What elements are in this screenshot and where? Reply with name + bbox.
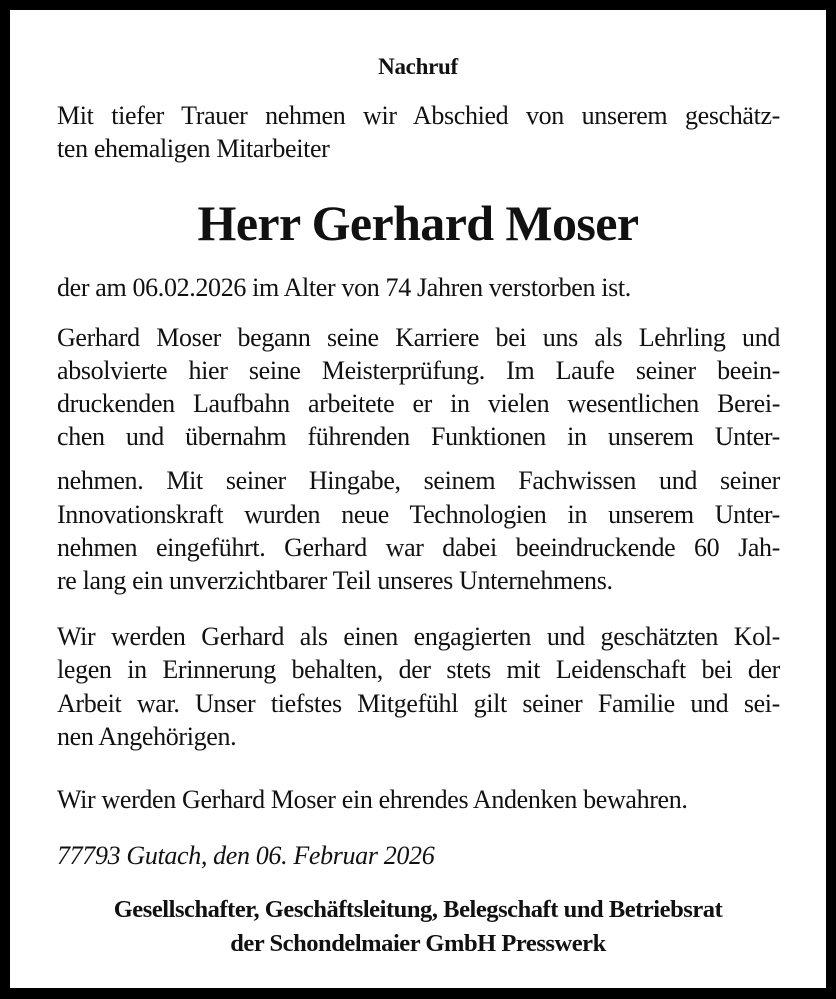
paragraph-line: chen und übernahm führenden Funktionen in unserem Unter- xyxy=(57,422,780,451)
obituary-card xyxy=(10,10,826,988)
intro-line: ten ehemaligen Mitarbeiter xyxy=(57,134,330,163)
paragraph-line: druckenden Laufbahn arbeitete er in vielen wesentlichen Berei- xyxy=(57,389,780,418)
paragraph-line: absolvierte hier seine Meisterprüfung. Im Laufe seiner beein- xyxy=(57,356,780,385)
paragraph-line: Innovationskraft wurden neue Technologien in unserem Unter- xyxy=(57,500,780,529)
paragraph-line: nen Angehörigen. xyxy=(57,722,237,751)
obituary-heading: Nachruf xyxy=(378,54,458,79)
paragraph-line: Gerhard Moser begann seine Karriere bei uns als Lehrling und xyxy=(57,323,780,352)
paragraph-line: legen in Erinnerung behalten, der stets mit Leidenschaft bei der xyxy=(57,655,780,684)
intro-line: Mit tiefer Trauer nehmen wir Abschied von unserem geschätz- xyxy=(57,101,780,130)
deceased-name: Herr Gerhard Moser xyxy=(197,195,639,251)
signoff-line: Gesellschafter, Geschäftsleitung, Belegschaft und Betriebsrat xyxy=(113,896,723,923)
paragraph-line: Arbeit war. Unser tiefstes Mitgefühl gilt seiner Familie und sei- xyxy=(57,689,780,718)
paragraph-line: nehmen eingeführt. Gerhard war dabei beeindruckende 60 Jah- xyxy=(57,533,780,562)
closing-line: Wir werden Gerhard Moser ein ehrendes Andenken bewahren. xyxy=(57,785,688,814)
signoff-line: der Schondelmaier GmbH Presswerk xyxy=(230,930,606,957)
paragraph-line: re lang ein unverzichtbarer Teil unseres Unternehmens. xyxy=(57,566,613,595)
place-date: 77793 Gutach, den 06. Februar 2026 xyxy=(57,841,435,870)
death-notice-line: der am 06.02.2026 im Alter von 74 Jahren verstorben ist. xyxy=(57,273,631,302)
paragraph-line: nehmen. Mit seiner Hingabe, seinem Fachwissen und seiner xyxy=(57,466,780,495)
paragraph-line: Wir werden Gerhard als einen engagierten und geschätzten Kol- xyxy=(57,622,780,651)
